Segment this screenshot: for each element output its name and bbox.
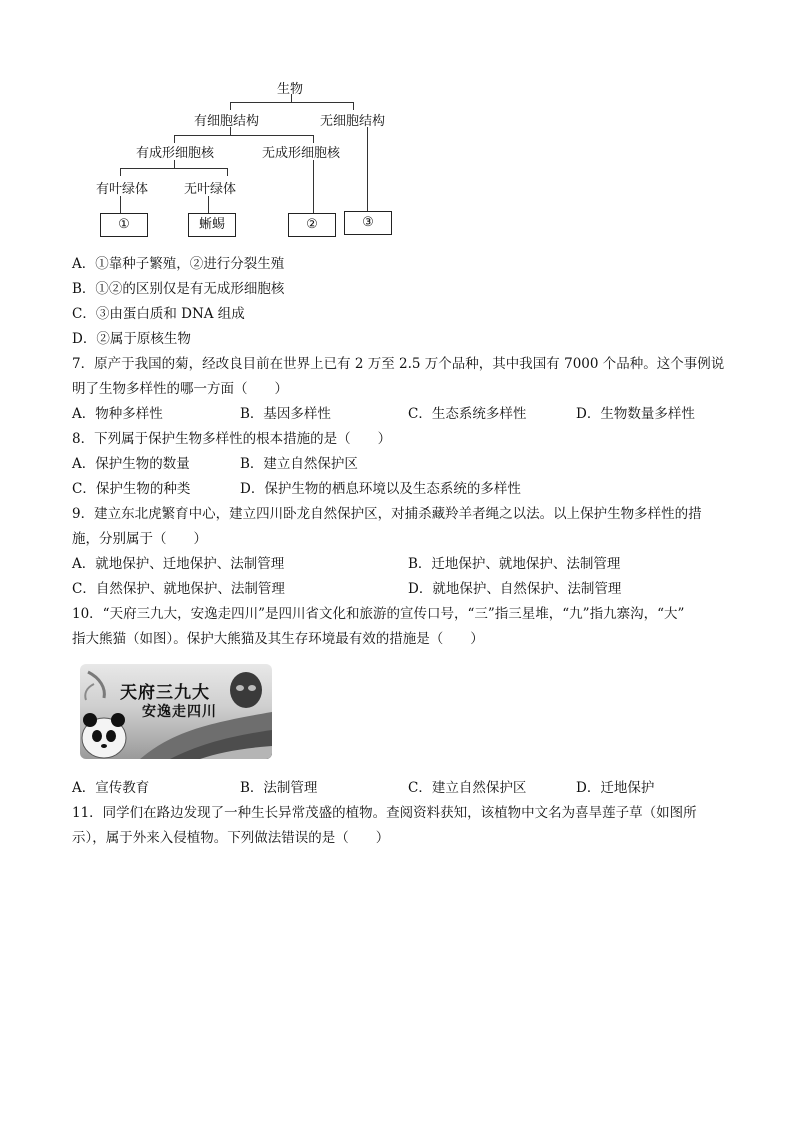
q8-stem: 8．下列属于保护生物多样性的根本措施的是（ ） xyxy=(72,431,392,447)
tree-node-cellular: 有细胞结构 xyxy=(194,114,260,129)
q10-stem-line1: 10．“天府三九大，安逸走四川”是四川省文化和旅游的宣传口号，“三”指三星堆，“九”指九寨沟，“大” xyxy=(72,606,685,622)
q11-stem-line2: 示），属于外来入侵植物。下列做法错误的是（ ） xyxy=(72,830,390,846)
q6-option-d: D．②属于原核生物 xyxy=(72,331,191,347)
q9-stem-line2: 施，分别属于（ ） xyxy=(72,531,207,547)
q9-stem-line1: 9．建立东北虎繁育中心，建立四川卧龙自然保护区，对捕杀藏羚羊者绳之以法。以上保护生物多样性的措 xyxy=(72,506,702,522)
q10-option-d: D．迁地保护 xyxy=(576,780,655,796)
q8-option-b: B．建立自然保护区 xyxy=(240,456,358,472)
banner-text-line2: 安逸走四川 xyxy=(142,704,217,720)
tree-box-lizard: 蜥蜴 xyxy=(188,213,236,237)
q7-stem-line1: 7．原产于我国的菊，经改良目前在世界上已有 2 万至 2.5 万个品种，其中我国有 7000 个品种。这个事例说 xyxy=(72,356,725,372)
tree-node-without-nucleus: 无成形细胞核 xyxy=(262,146,341,161)
q8-option-c: C．保护生物的种类 xyxy=(72,481,191,497)
classification-tree-diagram xyxy=(90,72,410,247)
q7-option-b: B．基因多样性 xyxy=(240,406,331,422)
tree-box-3: ③ xyxy=(344,211,392,235)
q9-option-b: B．迁地保护、就地保护、法制管理 xyxy=(408,556,621,572)
q6-option-b: B．①②的区别仅是有无成形细胞核 xyxy=(72,281,285,297)
q10-option-b: B．法制管理 xyxy=(240,780,318,796)
q10-stem-line2: 指大熊猫（如图）。保护大熊猫及其生存环境最有效的措施是（ ） xyxy=(72,631,484,647)
tree-node-with-nucleus: 有成形细胞核 xyxy=(136,146,215,161)
tree-node-root: 生物 xyxy=(277,82,304,97)
q11-stem-line1: 11．同学们在路边发现了一种生长异常茂盛的植物。查阅资料获知，该植物中文名为喜旱莲子草（如图所 xyxy=(72,805,697,821)
q6-option-c: C．③由蛋白质和 DNA 组成 xyxy=(72,306,245,322)
q8-option-d: D．保护生物的栖息环境以及生态系统的多样性 xyxy=(240,481,521,497)
q8-option-a: A．保护生物的数量 xyxy=(72,456,190,472)
tree-box-2: ② xyxy=(288,213,336,237)
q10-option-c: C．建立自然保护区 xyxy=(408,780,527,796)
tree-node-with-chloroplast: 有叶绿体 xyxy=(96,182,149,197)
q9-option-c: C．自然保护、就地保护、法制管理 xyxy=(72,581,285,597)
q7-stem-line2: 明了生物多样性的哪一方面（ ） xyxy=(72,381,288,397)
banner-text-line1: 天府三九大 xyxy=(120,683,210,703)
tree-node-acellular: 无细胞结构 xyxy=(320,114,386,129)
tree-node-without-chloroplast: 无叶绿体 xyxy=(184,182,237,197)
q9-option-a: A．就地保护、迁地保护、法制管理 xyxy=(72,556,285,572)
q7-option-c: C．生态系统多样性 xyxy=(408,406,527,422)
q7-option-d: D．生物数量多样性 xyxy=(576,406,695,422)
q6-option-a: A．①靠种子繁殖，②进行分裂生殖 xyxy=(72,256,285,272)
tree-box-1: ① xyxy=(100,213,148,237)
sichuan-tourism-banner-image xyxy=(80,664,272,759)
q7-option-a: A．物种多样性 xyxy=(72,406,163,422)
q10-option-a: A．宣传教育 xyxy=(72,780,150,796)
q9-option-d: D．就地保护、自然保护、法制管理 xyxy=(408,581,622,597)
